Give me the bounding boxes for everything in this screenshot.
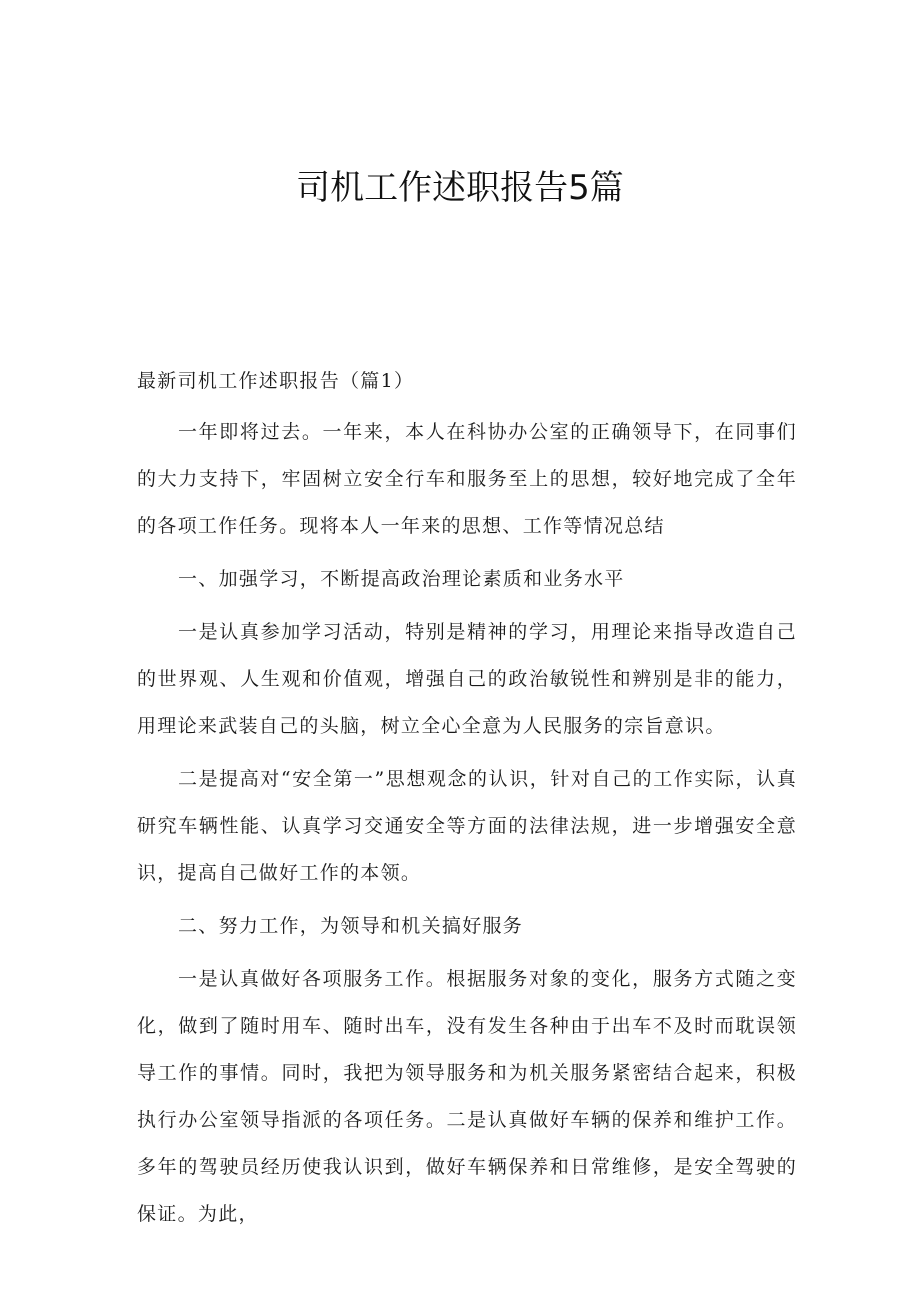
paragraph-study: 一是认真参加学习活动，特别是精神的学习，用理论来指导改造自己的世界观、人生观和价值观，增强自己的政治敏锐性和辨别是非的能力，用理论来武装自己的头脑，树立全心全意为人民服务的宗旨意识。 xyxy=(137,621,797,737)
paragraph-intro: 一年即将过去。一年来，本人在科协办公室的正确领导下，在同事们的大力支持下，牢固树立安全行车和服务至上的思想，较好地完成了全年的各项工作任务。现将本人一年来的思想、工作等情况总结 xyxy=(137,421,797,537)
paragraph-heading-2: 二、努力工作，为领导和机关搞好服务 xyxy=(178,915,524,937)
document-body xyxy=(137,358,797,1238)
paragraph-heading-1: 一、加强学习，不断提高政治理论素质和业务水平 xyxy=(178,568,625,590)
document-title: 司机工作述职报告5篇 xyxy=(296,168,624,208)
section-heading: 最新司机工作述职报告（篇1） xyxy=(137,370,415,392)
paragraph-safety: 二是提高对“安全第一”思想观念的认识，针对自己的工作实际，认真研究车辆性能、认真学习交通安全等方面的法律法规，进一步增强安全意识，提高自己做好工作的本领。 xyxy=(137,768,797,884)
paragraph-service: 一是认真做好各项服务工作。根据服务对象的变化，服务方式随之变化，做到了随时用车、随时出车，没有发生各种由于出车不及时而耽误领导工作的事情。同时，我把为领导服务和为机关服务紧密结合起来，积极执行办公室领导指派的各项任务。二是认真做好车辆的保养和维护工作。多年的驾驶员经历使我认识到，做好车辆保养和日常维修，是安全驾驶的保证。为此， xyxy=(137,968,797,1225)
